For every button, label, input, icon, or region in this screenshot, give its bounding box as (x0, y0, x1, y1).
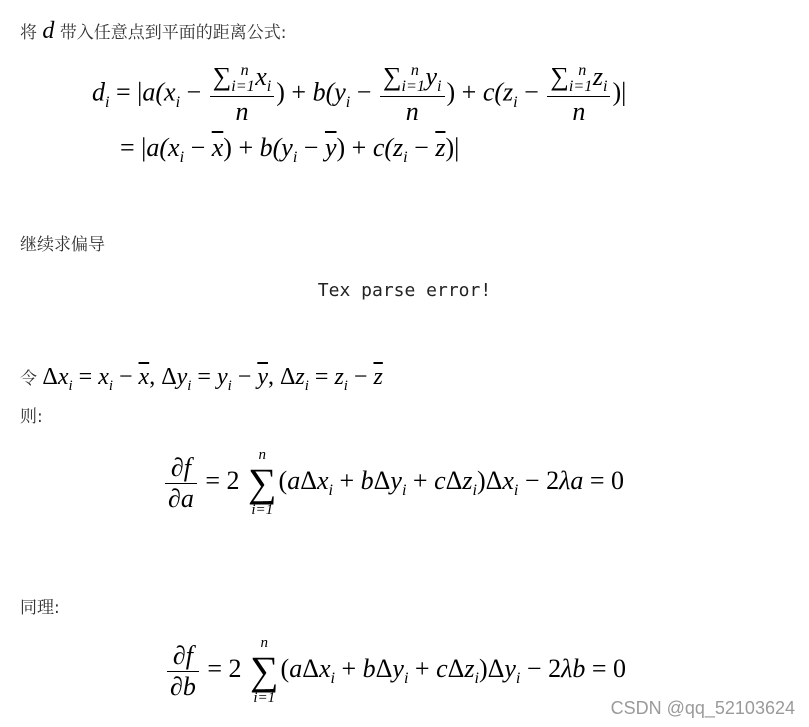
then-text: 则: (20, 407, 43, 427)
tex-parse-error: Tex parse error! (317, 280, 492, 301)
similarly-text: 同理: (20, 598, 60, 618)
csdn-watermark: CSDN @qq_52103624 (610, 698, 795, 718)
partial-derivative-b: $\frac{\partial f}{\partial b}$ = 2 n ∑ i=1 $(a\Delta x_i + b\Delta y_i + c\Delta z_i)\Delta y_i - 2\lambda b = 0$ (165, 636, 626, 706)
intro-text: 将 d 带入任意点到平面的距离公式: (20, 18, 287, 44)
distance-formula-line1: $d_i = |a(x_i$ − $\frac{\sum_{i=1}^n x_i}{n}$ ) + $b(y_i$ − $\frac{\sum_{i=1}^n y_i}{n}$ ) + $c(z_i$ − $\frac{\sum_{i=1}^n z_i}{n}$ )| (92, 62, 627, 127)
var-d: d (42, 18, 55, 44)
continue-text: 继续求偏导 (20, 235, 105, 255)
partial-derivative-a: $\frac{\partial f}{\partial a}$ = 2 n ∑ i=1 $(a\Delta x_i + b\Delta y_i + c\Delta z_i)\Delta x_i - 2\lambda a = 0$ (163, 448, 624, 518)
distance-formula-line2: = $|a(x_i - \overline{x}) + b(y_i - \overline{y}) + c(z_i - \overline{z})|$ (120, 133, 460, 167)
let-definition: 令 $\Delta x_i = x_i - \overline{x}$, $\Delta y_i = y_i - \overline{y}$, $\Delta z_i = z_i - \overline{z}$ (20, 364, 383, 394)
